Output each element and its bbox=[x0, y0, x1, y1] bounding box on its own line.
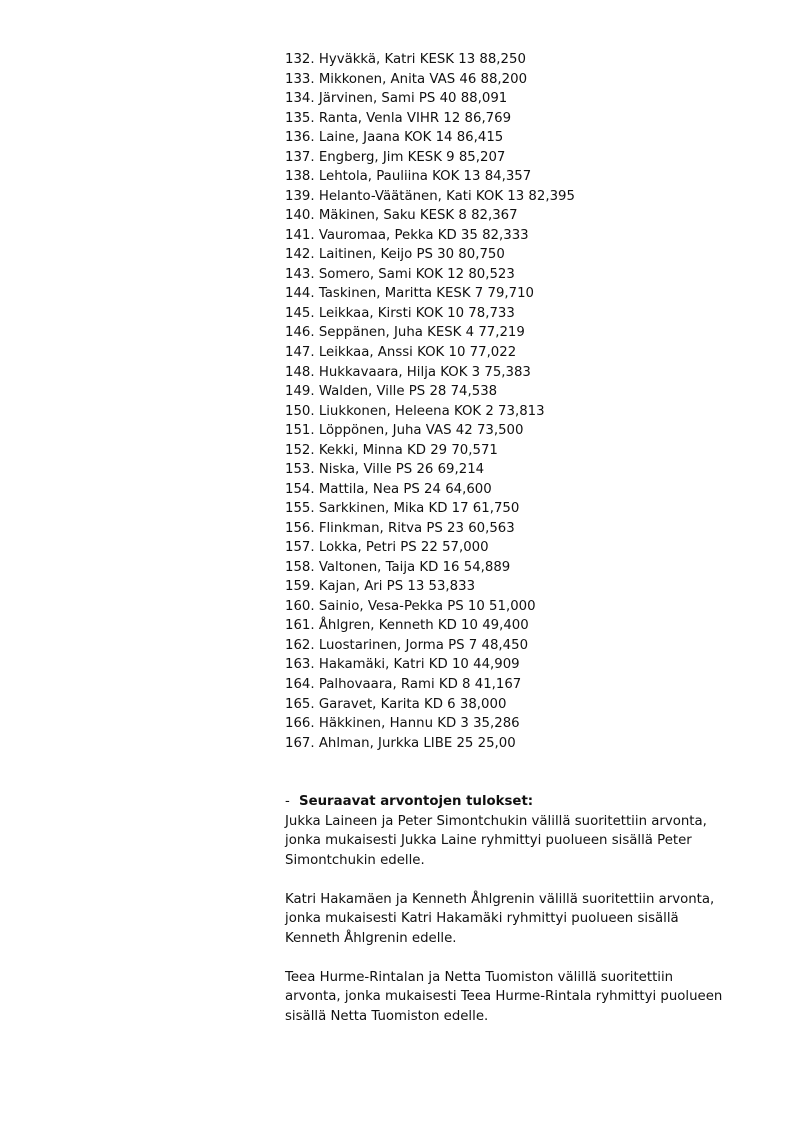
draw-results-heading bbox=[285, 792, 725, 812]
result-row: 165. Garavet, Karita KD 6 38,000 bbox=[285, 696, 507, 712]
result-row: 156. Flinkman, Ritva PS 23 60,563 bbox=[285, 520, 515, 536]
result-row: 150. Liukkonen, Heleena KOK 2 73,813 bbox=[285, 403, 545, 419]
result-row: 162. Luostarinen, Jorma PS 7 48,450 bbox=[285, 637, 529, 653]
result-row: 166. Häkkinen, Hannu KD 3 35,286 bbox=[285, 716, 520, 732]
result-row: 134. Järvinen, Sami PS 40 88,091 bbox=[285, 91, 508, 107]
result-row: 138. Lehtola, Pauliina KOK 13 84,357 bbox=[285, 169, 532, 185]
heading-dash: - bbox=[285, 794, 290, 809]
result-row: 151. Löppönen, Juha VAS 42 73,500 bbox=[285, 423, 524, 439]
draw-results-section bbox=[285, 792, 725, 1046]
result-row: 145. Leikkaa, Kirsti KOK 10 78,733 bbox=[285, 305, 515, 321]
result-row: 152. Kekki, Minna KD 29 70,571 bbox=[285, 442, 498, 458]
result-row: 143. Somero, Sami KOK 12 80,523 bbox=[285, 266, 515, 282]
result-row: 139. Helanto-Väätänen, Kati KOK 13 82,395 bbox=[285, 188, 575, 204]
result-row: 144. Taskinen, Maritta KESK 7 79,710 bbox=[285, 286, 535, 302]
result-row: 135. Ranta, Venla VIHR 12 86,769 bbox=[285, 110, 512, 126]
results-list bbox=[285, 50, 745, 753]
draw-result-paragraph: Jukka Laineen ja Peter Simontchukin välillä suoritettiin arvonta, jonka mukaisesti Jukka Laine ryhmittyi puolueen sisällä Peter Simontchukin edelle. bbox=[285, 813, 707, 868]
result-row: 148. Hukkavaara, Hilja KOK 3 75,383 bbox=[285, 364, 531, 380]
result-row: 136. Laine, Jaana KOK 14 86,415 bbox=[285, 130, 504, 146]
result-row: 133. Mikkonen, Anita VAS 46 88,200 bbox=[285, 71, 528, 87]
result-row: 132. Hyväkkä, Katri KESK 13 88,250 bbox=[285, 52, 526, 67]
result-row: 146. Seppänen, Juha KESK 4 77,219 bbox=[285, 325, 525, 341]
result-row: 142. Laitinen, Keijo PS 30 80,750 bbox=[285, 247, 505, 263]
result-row: 141. Vauromaa, Pekka KD 35 82,333 bbox=[285, 227, 529, 243]
result-row: 149. Walden, Ville PS 28 74,538 bbox=[285, 384, 498, 400]
result-row: 157. Lokka, Petri PS 22 57,000 bbox=[285, 540, 489, 556]
result-row: 154. Mattila, Nea PS 24 64,600 bbox=[285, 481, 492, 497]
result-row: 158. Valtonen, Taija KD 16 54,889 bbox=[285, 559, 511, 575]
draw-results-title: Seuraavat arvontojen tulokset: bbox=[299, 794, 534, 809]
result-row: 167. Ahlman, Jurkka LIBE 25 25,00 bbox=[285, 735, 516, 751]
result-row: 140. Mäkinen, Saku KESK 8 82,367 bbox=[285, 208, 518, 224]
result-row: 155. Sarkkinen, Mika KD 17 61,750 bbox=[285, 501, 520, 517]
result-row: 164. Palhovaara, Rami KD 8 41,167 bbox=[285, 677, 522, 692]
result-row: 153. Niska, Ville PS 26 69,214 bbox=[285, 462, 485, 478]
result-row: 160. Sainio, Vesa-Pekka PS 10 51,000 bbox=[285, 598, 536, 614]
draw-result-paragraph: Teea Hurme-Rintalan ja Netta Tuomiston välillä suoritettiin arvonta, jonka mukaisesti Teea Hurme-Rintala ryhmittyi puolueen sisällä Netta Tuomiston edelle. bbox=[285, 969, 723, 1024]
result-row: 161. Åhlgren, Kenneth KD 10 49,400 bbox=[285, 618, 529, 634]
result-row: 137. Engberg, Jim KESK 9 85,207 bbox=[285, 149, 506, 165]
result-row: 159. Kajan, Ari PS 13 53,833 bbox=[285, 579, 476, 595]
result-row: 163. Hakamäki, Katri KD 10 44,909 bbox=[285, 657, 520, 673]
result-row: 147. Leikkaa, Anssi KOK 10 77,022 bbox=[285, 344, 517, 360]
draw-result-paragraph: Katri Hakamäen ja Kenneth Åhlgrenin välillä suoritettiin arvonta, jonka mukaisesti Katri Hakamäki ryhmittyi puolueen sisällä Kenneth Åhlgrenin edelle. bbox=[285, 891, 715, 946]
